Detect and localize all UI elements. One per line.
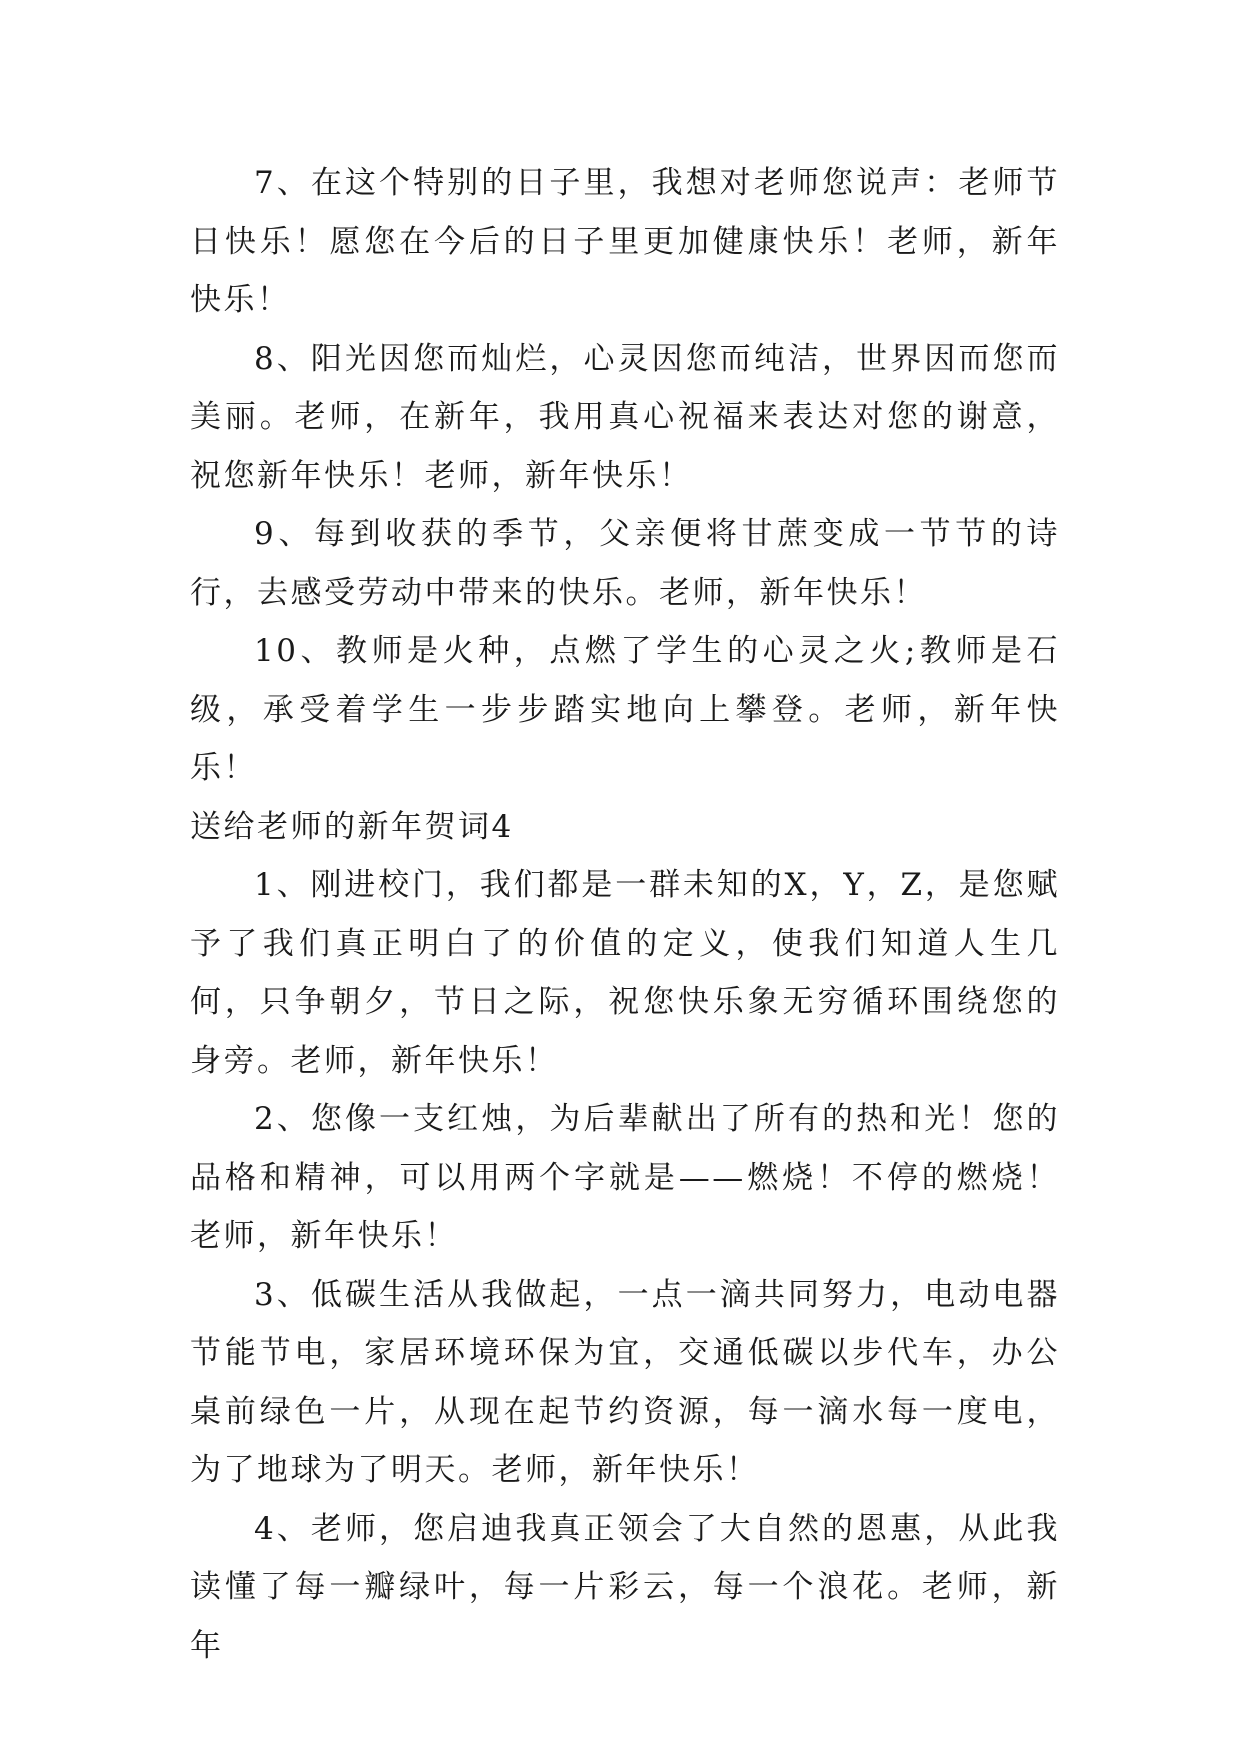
paragraph-10: 10、教师是火种，点燃了学生的心灵之火;教师是石级，承受着学生一步步踏实地向上攀登。老师，新年快乐！ [190, 633, 1060, 786]
paragraph-9: 9、每到收获的季节，父亲便将甘蔗变成一节节的诗行，去感受劳动中带来的快乐。老师，新年快乐！ [190, 516, 1060, 611]
paragraph-2: 2、您像一支红烛，为后辈献出了所有的热和光！您的品格和精神，可以用两个字就是——燃烧！不停的燃烧！老师，新年快乐！ [190, 1101, 1060, 1254]
paragraph-1: 1、刚进校门，我们都是一群未知的X，Y，Z，是您赋予了我们真正明白了的价值的定义，使我们知道人生几何，只争朝夕，节日之际，祝您快乐象无穷循环围绕您的身旁。老师，新年快乐！ [190, 867, 1060, 1079]
paragraph-8: 8、阳光因您而灿烂，心灵因您而纯洁，世界因而您而美丽。老师，在新年，我用真心祝福来表达对您的谢意，祝您新年快乐！老师，新年快乐！ [190, 340, 1060, 494]
paragraph-3: 3、低碳生活从我做起，一点一滴共同努力，电动电器节能节电，家居环境环保为宜，交通低碳以步代车，办公桌前绿色一片，从现在起节约资源，每一滴水每一度电，为了地球为了明天。老师，新年快乐！ [190, 1276, 1060, 1488]
document-body [190, 154, 1060, 1675]
paragraph-7: 7、在这个特别的日子里，我想对老师您说声：老师节日快乐！愿您在今后的日子里更加健康快乐！老师，新年快乐！ [190, 165, 1060, 318]
section-heading: 送给老师的新年贺词4 [190, 808, 514, 845]
paragraph-4: 4、老师，您启迪我真正领会了大自然的恩惠，从此我读懂了每一瓣绿叶，每一片彩云，每一个浪花。老师，新年 [190, 1510, 1060, 1664]
